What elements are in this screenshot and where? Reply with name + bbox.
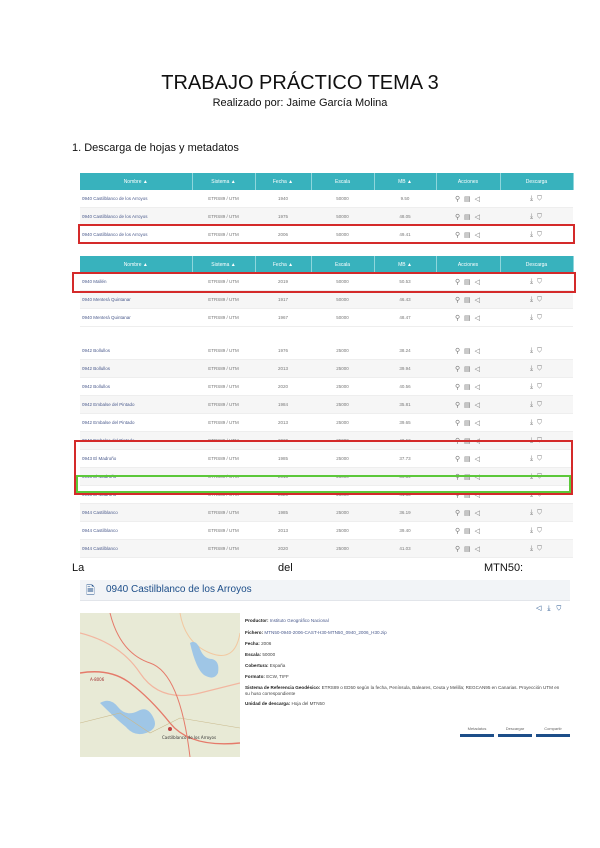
download-icons[interactable]: ⤓ ⛉: [500, 396, 573, 414]
actions-icons[interactable]: ⚲ ▤ ◁: [436, 208, 500, 226]
scale-cell: 25000: [311, 342, 374, 360]
system-cell: ETRS89 / UTM: [192, 190, 255, 208]
size-cell: 39.54: [374, 468, 436, 486]
column-header[interactable]: Acciones: [436, 173, 500, 190]
scale-cell: 25000: [311, 396, 374, 414]
meta-format: Formato: ECW, TIFF: [245, 674, 289, 679]
date-cell: 2020: [255, 378, 311, 396]
download-icons[interactable]: ⤓ ⛉: [500, 309, 573, 327]
actions-icons[interactable]: ⚲ ▤ ◁: [436, 360, 500, 378]
date-cell: 2013: [255, 468, 311, 486]
sheet-name-link[interactable]: 0943 El Madroño: [80, 468, 192, 486]
table-row: [80, 309, 573, 327]
table-row: [80, 360, 573, 378]
size-cell: 38.24: [374, 342, 436, 360]
date-cell: 1985: [255, 504, 311, 522]
download-icons[interactable]: ⤓ ⛉: [500, 208, 573, 226]
table-row: [80, 342, 573, 360]
column-header[interactable]: MB ▲: [374, 173, 436, 190]
scale-cell: 25000: [311, 504, 374, 522]
meta-file: Fichero: MTN50-0940-2006-CAST-H30-MTN50_0940_2006_H30.zip: [245, 630, 387, 635]
scale-cell: 50000: [311, 190, 374, 208]
download-icons[interactable]: ⤓ ⛉: [500, 522, 573, 540]
sheet-name[interactable]: 0940 Castilblanco de los Arroyos: [106, 584, 252, 595]
sheet-name-link[interactable]: 0942 Embalse del Pintado: [80, 432, 192, 450]
date-cell: 1985: [255, 450, 311, 468]
system-cell: ETRS89 / UTM: [192, 378, 255, 396]
scale-cell: 50000: [311, 208, 374, 226]
date-cell: 2020: [255, 432, 311, 450]
table-row: [80, 396, 573, 414]
sheet-name-link[interactable]: 0944 Castilblanco: [80, 540, 192, 558]
system-cell: ETRS89 / UTM: [192, 486, 255, 504]
table-row: [80, 504, 573, 522]
column-header[interactable]: Nombre ▲: [80, 173, 192, 190]
download-icons[interactable]: ⤓ ⛉: [500, 450, 573, 468]
meta-system: Sistema de Referencia Geodésico: ETRS89 o ED50 según la fecha, Península, Baleares, Ceuta y Melilla; REGCAN95 en Canarias. Proyección UTM en su huso correspondiente: [245, 685, 560, 696]
highlight-box-selected: [76, 475, 571, 493]
system-cell: ETRS89 / UTM: [192, 226, 255, 244]
actions-icons[interactable]: ⚲ ▤ ◁: [436, 190, 500, 208]
scale-cell: 25000: [311, 432, 374, 450]
table-row: [80, 291, 573, 309]
table-row: [80, 522, 573, 540]
metadata-button[interactable]: Metadatos: [460, 726, 494, 737]
highlight-box-table1: [78, 224, 575, 244]
scale-cell: 50000: [311, 309, 374, 327]
actions-icons[interactable]: ⚲ ▤ ◁: [436, 273, 500, 291]
date-cell: 1975: [255, 208, 311, 226]
share-button[interactable]: Compartir: [536, 726, 570, 737]
size-cell: 39.94: [374, 360, 436, 378]
column-header[interactable]: Nombre ▲: [80, 256, 192, 273]
meta-unit: Unidad de descarga: Hoja del MTN50: [245, 701, 325, 706]
scale-cell: 25000: [311, 540, 374, 558]
system-cell: ETRS89 / UTM: [192, 273, 255, 291]
download-icons[interactable]: ⤓ ⛉: [500, 414, 573, 432]
date-cell: 1917: [255, 291, 311, 309]
table-row: [80, 540, 573, 558]
scale-cell: 25000: [311, 360, 374, 378]
date-cell: 2020: [255, 540, 311, 558]
actions-icons[interactable]: ⚲ ▤ ◁: [436, 226, 500, 244]
size-cell: 48.05: [374, 208, 436, 226]
scale-cell: 25000: [311, 378, 374, 396]
date-cell: 2020: [255, 486, 311, 504]
scale-cell: 50000: [311, 273, 374, 291]
scale-cell: 50000: [311, 226, 374, 244]
document-icon: 🗎: [86, 585, 95, 597]
system-cell: ETRS89 / UTM: [192, 396, 255, 414]
date-cell: 2019: [255, 273, 311, 291]
download-icons[interactable]: ⤓ ⛉: [500, 226, 573, 244]
download-icons[interactable]: ⤓ ⛉: [500, 540, 573, 558]
scale-cell: 25000: [311, 450, 374, 468]
date-cell: 2006: [255, 226, 311, 244]
map-label-town: Castilblanco de los Arroyos: [162, 735, 217, 740]
actions-icons[interactable]: ⚲ ▤ ◁: [436, 378, 500, 396]
column-header[interactable]: Acciones: [436, 256, 500, 273]
sheet-name-link[interactable]: 0944 Castilblanco: [80, 504, 192, 522]
actions-icons[interactable]: ⚲ ▤ ◁: [436, 540, 500, 558]
meta-producer: Productor: Instituto Geográfico Nacional: [245, 618, 329, 623]
size-cell: 35.81: [374, 396, 436, 414]
sheet-name-link[interactable]: 0944 Castilblanco: [80, 522, 192, 540]
column-header[interactable]: Sistema ▲: [192, 173, 255, 190]
download-icons[interactable]: ⤓ ⛉: [500, 273, 573, 291]
system-cell: ETRS89 / UTM: [192, 504, 255, 522]
map-image: [80, 613, 240, 757]
meta-coverage: Cobertura: España: [245, 663, 286, 668]
table-row: [80, 190, 573, 208]
map-label-road: A-8006: [90, 677, 105, 682]
sheet-name-link[interactable]: 0942 Bollullos: [80, 378, 192, 396]
date-cell: 2013: [255, 522, 311, 540]
sheet-name-link[interactable]: 0942 Embalse del Pintado: [80, 414, 192, 432]
sheet-name-link[interactable]: 0943 El Madroño: [80, 486, 192, 504]
sheet-name-link[interactable]: 0943 El Madroño: [80, 450, 192, 468]
actions-icons[interactable]: ⚲ ▤ ◁: [436, 450, 500, 468]
date-cell: 1967: [255, 309, 311, 327]
date-cell: 1940: [255, 190, 311, 208]
actions-icons[interactable]: ⚲ ▤ ◁: [436, 414, 500, 432]
download-icons[interactable]: ⤓ ⛉: [500, 486, 573, 504]
actions-icons[interactable]: ⚲ ▤ ◁: [436, 396, 500, 414]
date-cell: 2013: [255, 414, 311, 432]
download-icons[interactable]: ⤓ ⛉: [500, 291, 573, 309]
column-header[interactable]: Sistema ▲: [192, 256, 255, 273]
sheet-map-preview: [80, 613, 240, 757]
actions-icons[interactable]: ⚲ ▤ ◁: [436, 309, 500, 327]
actions-icons[interactable]: ⚲ ▤ ◁: [436, 504, 500, 522]
actions-icons[interactable]: ⚲ ▤ ◁: [436, 486, 500, 504]
sheet-name-link[interactable]: 0940 Castilblanco de los Arroyos: [80, 208, 192, 226]
date-cell: 2013: [255, 360, 311, 378]
actions-icons[interactable]: ⚲ ▤ ◁: [436, 522, 500, 540]
sheet-name-link[interactable]: 0940 Menterá Quintanar: [80, 309, 192, 327]
date-cell: 1976: [255, 342, 311, 360]
scale-cell: 50000: [311, 291, 374, 309]
system-cell: ETRS89 / UTM: [192, 540, 255, 558]
sheet-name-link[interactable]: 0942 Bollullos: [80, 360, 192, 378]
size-cell: 40.56: [374, 378, 436, 396]
column-header[interactable]: MB ▲: [374, 256, 436, 273]
page-title: TRABAJO PRÁCTICO TEMA 3: [161, 72, 439, 94]
column-header[interactable]: Escala: [311, 173, 374, 190]
sheet-name-link[interactable]: 0940 Mallén: [80, 273, 192, 291]
text-mtn50: MTN50:: [484, 562, 524, 574]
sheet-name-link[interactable]: 0940 Castilblanco de los Arroyos: [80, 190, 192, 208]
scale-cell: 25000: [311, 414, 374, 432]
size-cell: 41.63: [374, 486, 436, 504]
column-header[interactable]: Fecha ▲: [255, 256, 311, 273]
text-la: La: [72, 562, 85, 574]
page-subtitle: Realizado por: Jaime García Molina: [212, 97, 388, 109]
meta-scale: Escala: 50000: [245, 652, 276, 657]
download-icons[interactable]: ⤓ ⛉: [500, 378, 573, 396]
size-cell: 40.63: [374, 432, 436, 450]
download-icons[interactable]: ⤓ ⛉: [500, 432, 573, 450]
share-download-icons[interactable]: ◁ ⤓ ⛉: [536, 605, 564, 612]
size-cell: 48.47: [374, 309, 436, 327]
sheet-name-link[interactable]: 0942 Embalse del Pintado: [80, 396, 192, 414]
column-header[interactable]: Descarga: [500, 173, 573, 190]
download-button[interactable]: Descargar: [498, 726, 532, 737]
download-icons[interactable]: ⤓ ⛉: [500, 468, 573, 486]
text-del: del: [278, 562, 293, 574]
size-cell: 39.65: [374, 414, 436, 432]
system-cell: ETRS89 / UTM: [192, 432, 255, 450]
size-cell: 46.43: [374, 291, 436, 309]
column-header[interactable]: Descarga: [500, 256, 573, 273]
table-row: [80, 378, 573, 396]
size-cell: 9.50: [374, 190, 436, 208]
size-cell: 39.40: [374, 522, 436, 540]
scale-cell: 25000: [311, 468, 374, 486]
size-cell: 50.53: [374, 273, 436, 291]
system-cell: ETRS89 / UTM: [192, 309, 255, 327]
sheet-name-link[interactable]: 0940 Menterá Quintanar: [80, 291, 192, 309]
actions-icons[interactable]: ⚲ ▤ ◁: [436, 342, 500, 360]
sheet-header: [80, 580, 570, 601]
system-cell: ETRS89 / UTM: [192, 208, 255, 226]
actions-icons[interactable]: ⚲ ▤ ◁: [436, 291, 500, 309]
download-icons[interactable]: ⤓ ⛉: [500, 342, 573, 360]
download-icons[interactable]: ⤓ ⛉: [500, 360, 573, 378]
scale-cell: 25000: [311, 522, 374, 540]
date-cell: 1984: [255, 396, 311, 414]
system-cell: ETRS89 / UTM: [192, 450, 255, 468]
highlight-box-table2: [72, 272, 576, 293]
system-cell: ETRS89 / UTM: [192, 522, 255, 540]
sheet-name-link[interactable]: 0940 Castilblanco de los Arroyos: [80, 226, 192, 244]
system-cell: ETRS89 / UTM: [192, 342, 255, 360]
meta-date: Fecha: 2006: [245, 641, 272, 646]
column-header[interactable]: Escala: [311, 256, 374, 273]
size-cell: 41.03: [374, 540, 436, 558]
download-icons[interactable]: ⤓ ⛉: [500, 504, 573, 522]
system-cell: ETRS89 / UTM: [192, 414, 255, 432]
table-row: [80, 414, 573, 432]
system-cell: ETRS89 / UTM: [192, 468, 255, 486]
actions-icons[interactable]: ⚲ ▤ ◁: [436, 432, 500, 450]
system-cell: ETRS89 / UTM: [192, 360, 255, 378]
scale-cell: 25000: [311, 486, 374, 504]
size-cell: 49.41: [374, 226, 436, 244]
size-cell: 36.19: [374, 504, 436, 522]
table-row: [80, 208, 573, 226]
size-cell: 37.73: [374, 450, 436, 468]
system-cell: ETRS89 / UTM: [192, 291, 255, 309]
download-icons[interactable]: ⤓ ⛉: [500, 190, 573, 208]
actions-icons[interactable]: ⚲ ▤ ◁: [436, 468, 500, 486]
column-header[interactable]: Fecha ▲: [255, 173, 311, 190]
sheet-name-link[interactable]: 0942 Bollullos: [80, 342, 192, 360]
section-heading: 1. Descarga de hojas y metadatos: [72, 142, 239, 154]
